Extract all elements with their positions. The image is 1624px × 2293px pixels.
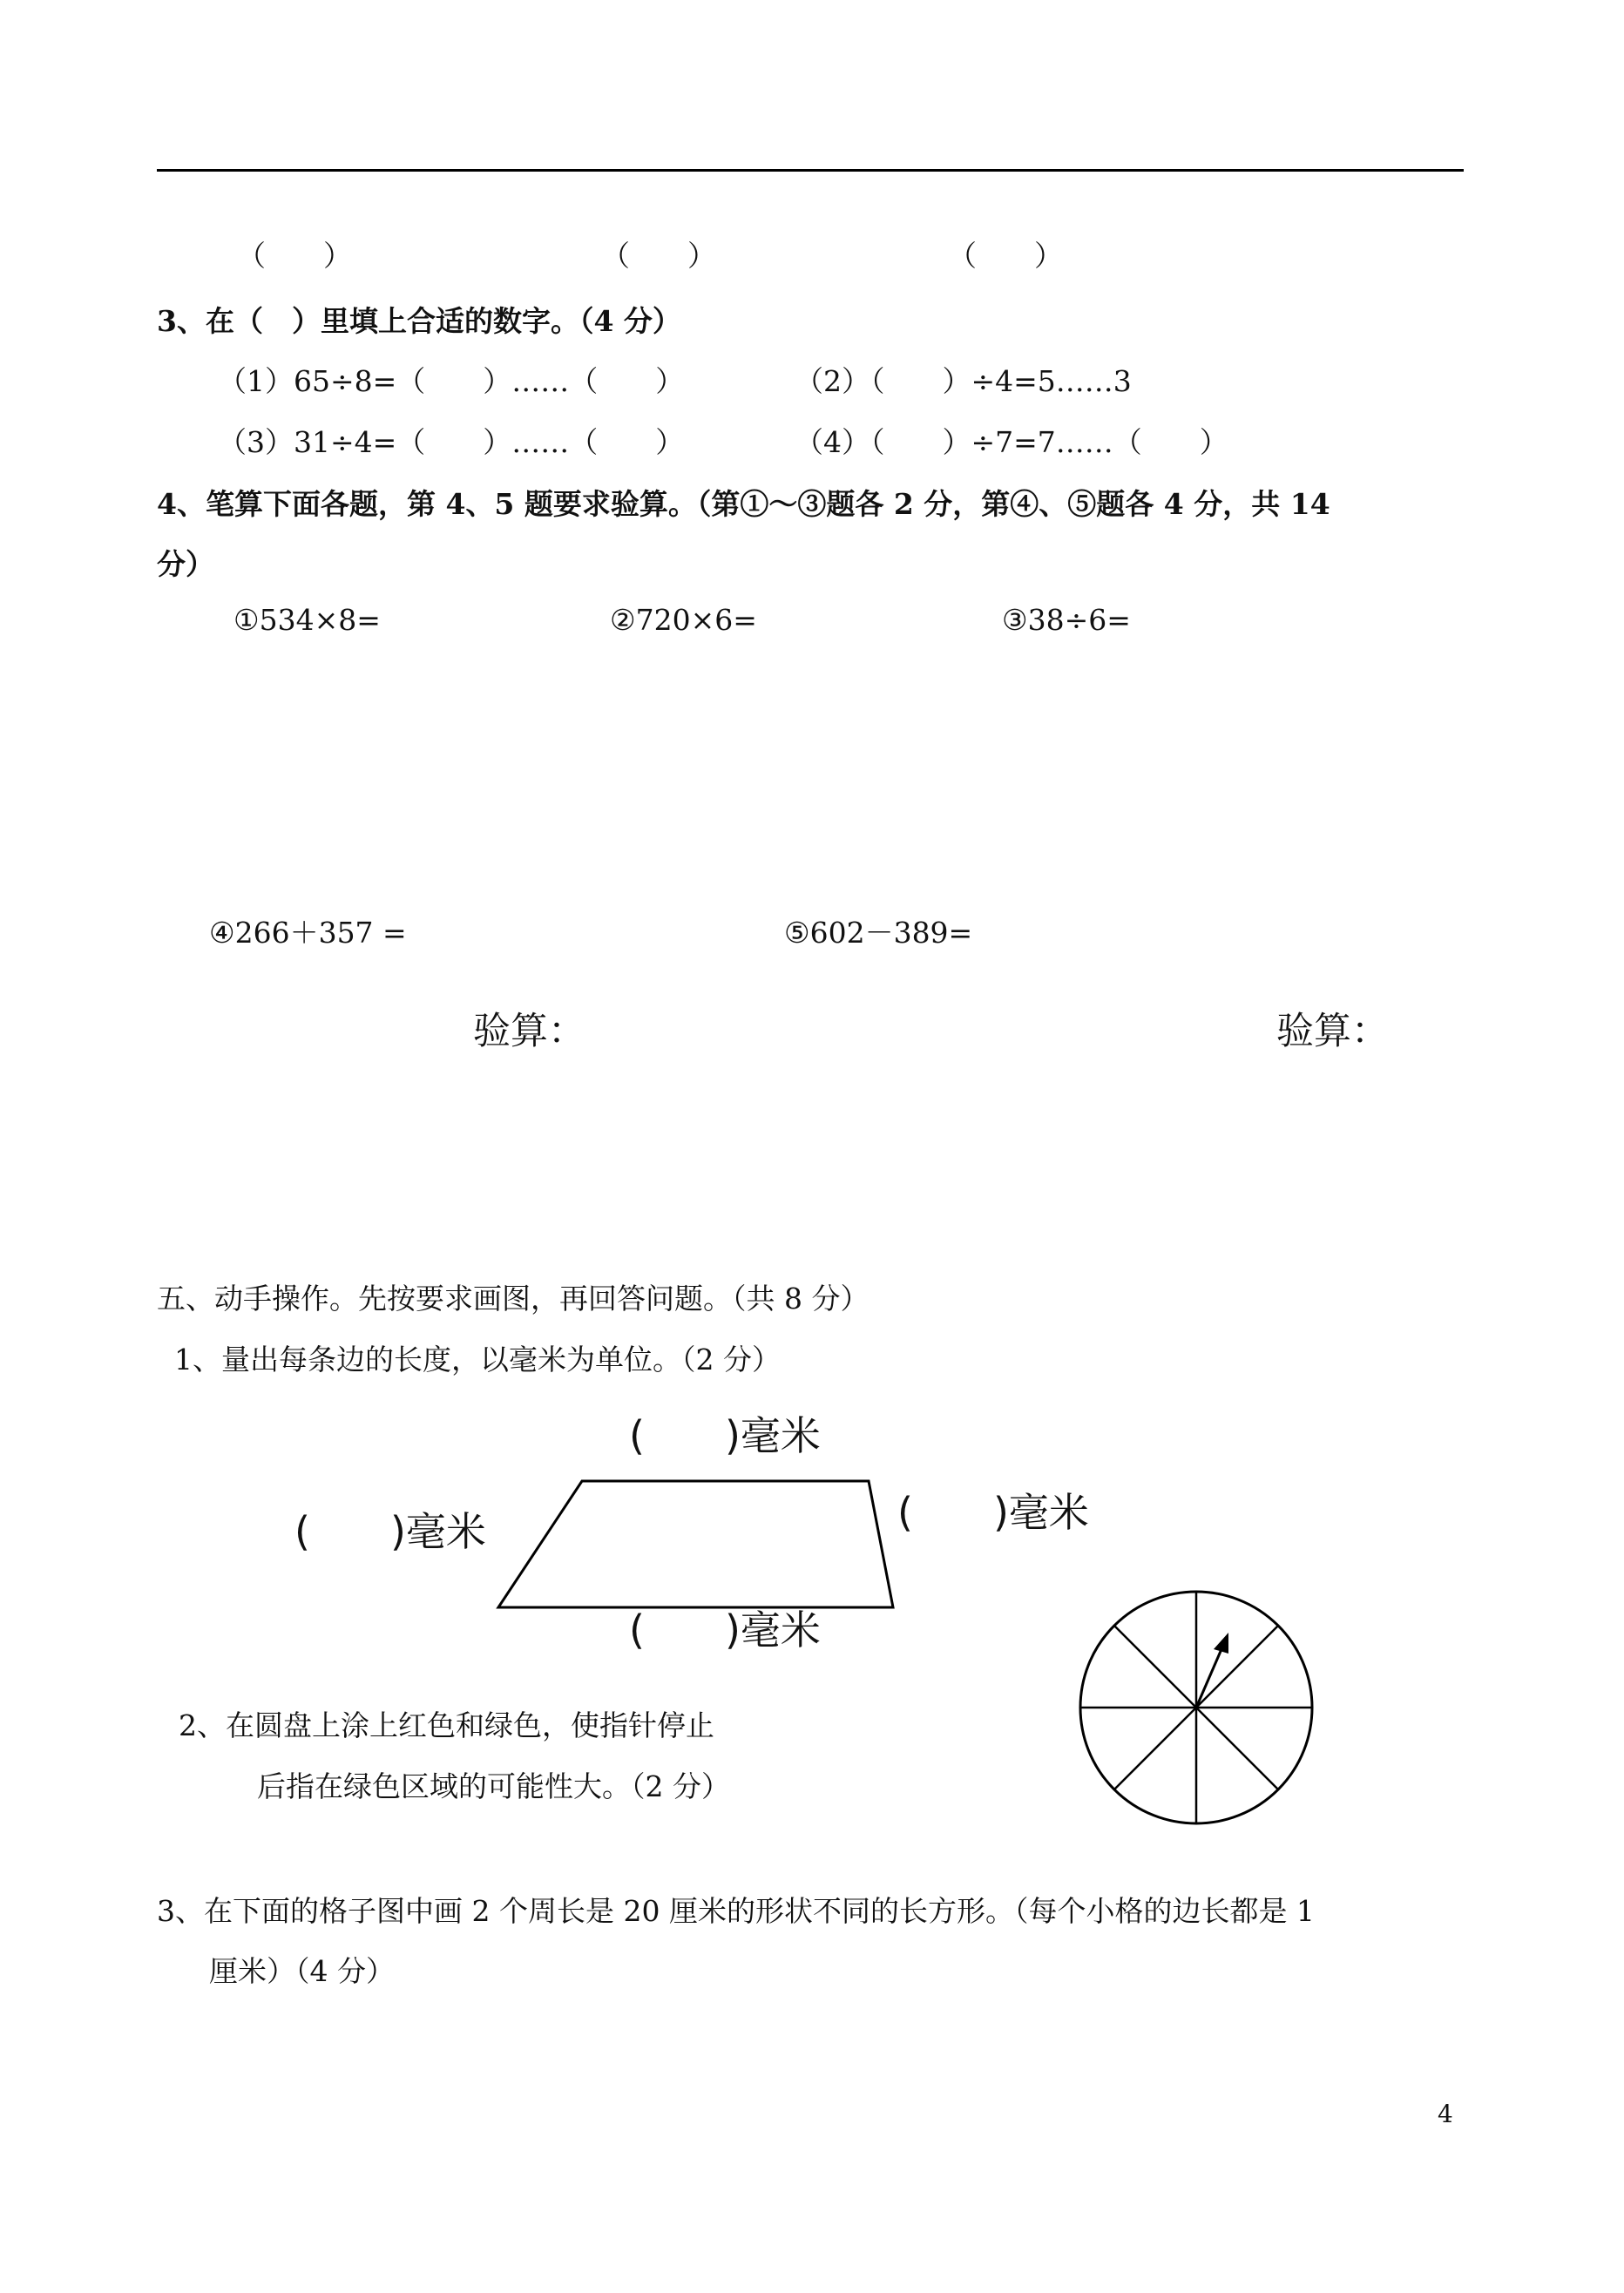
s5-q1-title: 1、量出每条边的长度，以毫米为单位。（2 分） (174, 1343, 781, 1376)
q3-item-4: （4）（ ）÷7=7……（ ） (795, 425, 1228, 459)
q4-problem-3: ③38÷6= (1002, 603, 1131, 637)
check-label-left: 验算： (473, 1010, 585, 1053)
spinner-pointer-shaft (1196, 1649, 1221, 1708)
q3-item-2: （2）（ ）÷4=5……3 (795, 364, 1132, 398)
label-right-side: ( )毫米 (897, 1489, 1089, 1536)
page-number: 4 (1438, 2100, 1453, 2128)
label-bottom-side: ( )毫米 (629, 1606, 821, 1654)
spinner-pointer-arrowhead-icon (1214, 1633, 1228, 1654)
q3-item-1: （1）65÷8=（ ）……（ ） (218, 364, 685, 398)
blank-2: （ ） (601, 239, 716, 273)
q4-problem-5: ⑤602－389= (784, 916, 973, 950)
s5-q2-line1: 2、在圆盘上涂上红色和绿色，使指针停止 (179, 1708, 714, 1742)
q3-item-3: （3）31÷4=（ ）……（ ） (218, 425, 685, 459)
spinner-disc (1080, 1592, 1312, 1823)
blank-3: （ ） (948, 239, 1063, 273)
trapezoid-figure (498, 1481, 893, 1607)
q4-title-line1: 4、笔算下面各题，第 4、5 题要求验算。（第①～③题各 2 分，第④、⑤题各 4 分，共 14 (157, 487, 1330, 521)
s5-q3-line1: 3、在下面的格子图中画 2 个周长是 20 厘米的形状不同的长方形。（每个小格的边长都是 1 (157, 1894, 1315, 1928)
check-label-right: 验算： (1276, 1010, 1389, 1053)
blank-1: （ ） (237, 239, 352, 273)
q3-title: 3、在（ ）里填上合适的数字。（4 分） (157, 304, 681, 338)
s5-q3-line2: 厘米）（4 分） (209, 1954, 395, 1988)
section5-title: 五、动手操作。先按要求画图，再回答问题。（共 8 分） (157, 1282, 870, 1316)
q4-problem-1: ①534×8= (233, 603, 381, 637)
s5-q2-line2: 后指在绿色区域的可能性大。（2 分） (257, 1769, 730, 1803)
q4-problem-4: ④266＋357 = (209, 916, 407, 950)
q4-title-line2: 分） (157, 547, 214, 581)
label-top-side: ( )毫米 (629, 1412, 821, 1459)
q4-problem-2: ②720×6= (610, 603, 757, 637)
label-left-side: ( )毫米 (294, 1508, 486, 1555)
